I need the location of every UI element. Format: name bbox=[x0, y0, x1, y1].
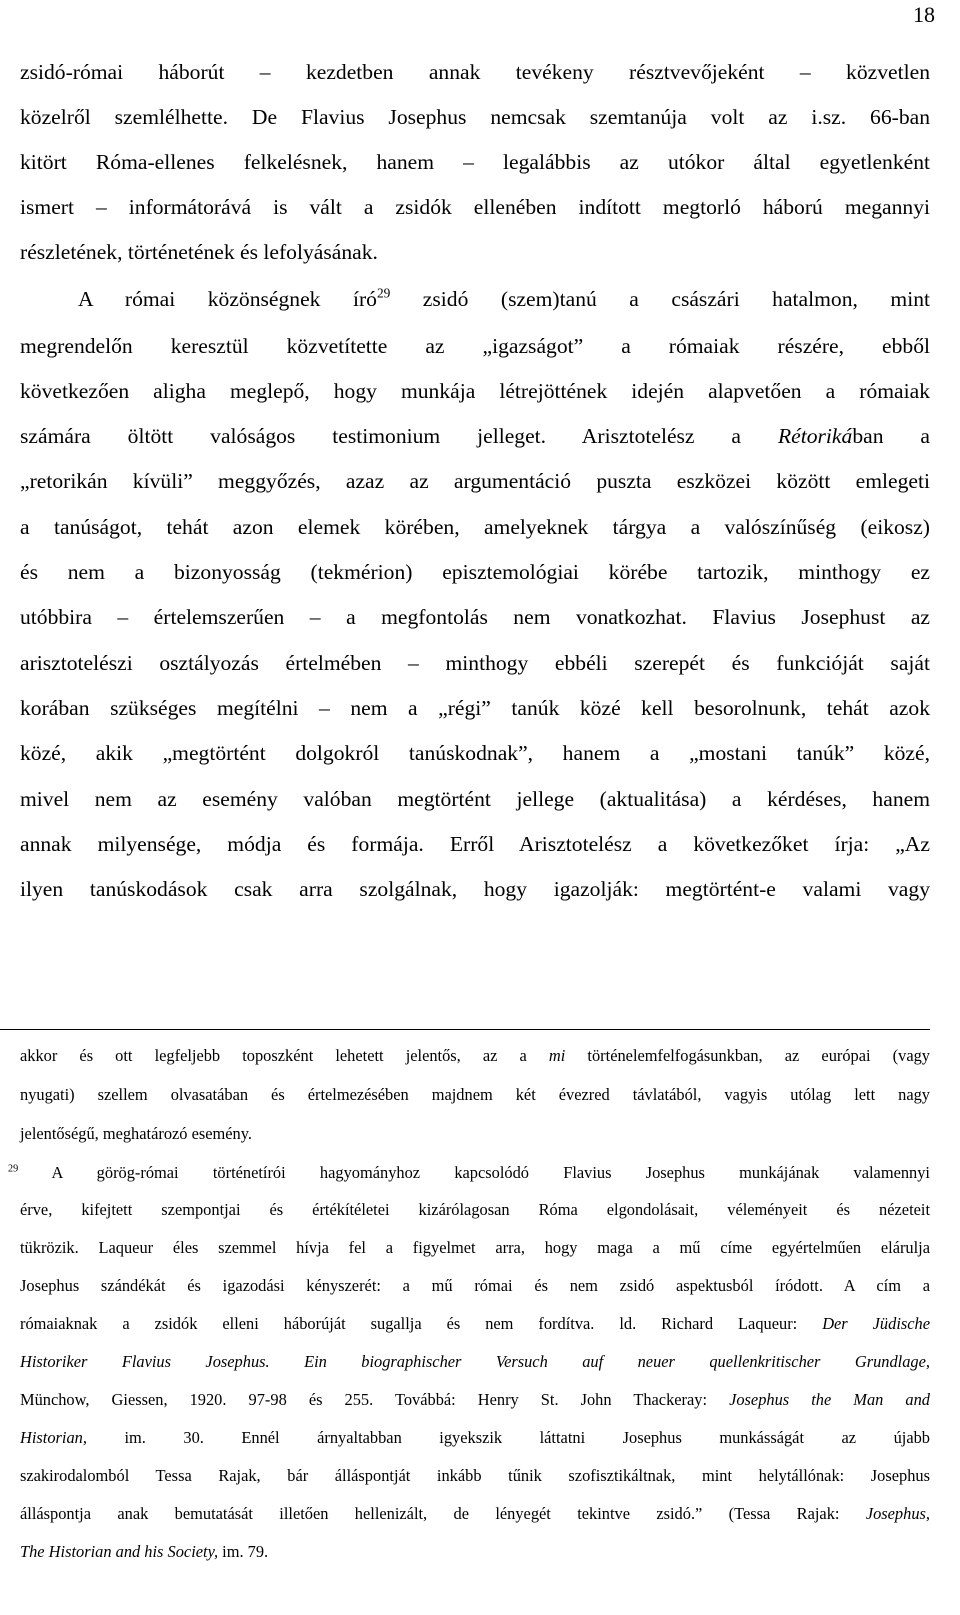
body-line: „retorikán kívüli” meggyőzés, azaz az argumentáció puszta eszközei között emlegeti bbox=[20, 469, 930, 493]
footnote-text-span: akkor és ott legfeljebb toposzként lehetett jelentős, az a bbox=[20, 1046, 549, 1065]
footnote-line: tükrözik. Laqueur éles szemmel hívja fel a figyelmet arra, hogy maga a mű címe egyértelműen elárulja bbox=[20, 1238, 930, 1257]
footnote-line bbox=[20, 1390, 930, 1410]
page-number: 18 bbox=[913, 2, 935, 27]
body-line: arisztotelészi osztályozás értelmében – minthogy ebbéli szerepét és funkcióját saját bbox=[20, 651, 930, 675]
body-line: ismert – informátorává is vált a zsidók ellenében indított megtorló háború megannyi bbox=[20, 195, 930, 219]
body-line: közé, akik „megtörtént dolgokról tanúskodnak”, hanem a „mostani tanúk” közé, bbox=[20, 741, 930, 765]
footnote-text-span: im. 30. Ennél árnyaltabban igyekszik láttatni Josephus munkásságát az újabb bbox=[86, 1428, 930, 1447]
footnote-italic: The Historian and his Society, bbox=[20, 1542, 219, 1561]
footnote-line: nyugati) szellem olvasatában és értelmezésében majdnem két évezred távlatából, vagyis utólag lett nagy bbox=[20, 1085, 930, 1104]
footnote-line: jelentőségű, meghatározó esemény. bbox=[20, 1124, 252, 1143]
footnote-italic: Historiker Flavius Josephus. Ein biographischer Versuch auf neuer quellenkritischer Grundlage, bbox=[20, 1352, 930, 1371]
footnote-text-span: rómaiaknak a zsidók elleni háborúját sugallja és nem fordítva. ld. Richard Laqueur: bbox=[20, 1314, 823, 1333]
body-line: megrendelőn keresztül közvetítette az „igazságot” a rómaiak részére, ebből bbox=[20, 334, 930, 358]
footnote-line bbox=[20, 1428, 930, 1448]
body-line: és nem a bizonyosság (tekmérion) episztemológiai körébe tartozik, minthogy ez bbox=[20, 560, 930, 584]
italic-title: Rétoriká bbox=[777, 424, 853, 448]
body-line: annak milyensége, módja és formája. Erről Arisztotelész a következőket írja: „Az bbox=[20, 832, 930, 856]
body-text-span: ban a bbox=[852, 424, 930, 448]
footnote-text-span: Münchow, Giessen, 1920. 97-98 és 255. Továbbá: Henry St. John Thackeray: bbox=[20, 1390, 730, 1409]
body-line: zsidó-római háborút – kezdetben annak tevékeny résztvevőjeként – közvetlen bbox=[20, 60, 930, 84]
footnote-line bbox=[20, 1352, 930, 1372]
footnote-text-span: A görög-római történetírói hagyományhoz kapcsolódó Flavius Josephus munkájának valamennyi bbox=[18, 1163, 930, 1182]
footnote-marker-29: 29 bbox=[8, 1163, 19, 1175]
body-text-span: zsidó (szem)tanú a császári hatalmon, mint bbox=[390, 287, 931, 311]
footnote-italic: Josephus, bbox=[865, 1504, 930, 1523]
body-line: kitört Róma-ellenes felkelésnek, hanem – legalábbis az utókor által egyetlenként bbox=[20, 150, 930, 174]
footnote-text-span: történelemfelfogásunkban, az európai (vagy bbox=[565, 1046, 930, 1065]
body-line: következően aligha meglepő, hogy munkája létrejöttének idején alapvetően a rómaiak bbox=[20, 379, 930, 403]
body-text-span: A római közönségnek író bbox=[78, 287, 377, 311]
body-line: a tanúságot, tehát azon elemek körében, amelyeknek tárgya a valószínűség (eikosz) bbox=[20, 515, 930, 539]
footnote-italic: Historian, bbox=[20, 1428, 87, 1447]
footnote-italic: Josephus the Man and bbox=[729, 1390, 930, 1409]
body-line: részletének, történetének és lefolyásának. bbox=[20, 240, 378, 264]
footnote-29-first-line bbox=[8, 1163, 930, 1183]
body-line: ilyen tanúskodások csak arra szolgálnak, hogy igazolják: megtörtént-e valami vagy bbox=[20, 877, 930, 901]
paragraph-first-line bbox=[78, 286, 930, 312]
footnote-ref-29[interactable]: 29 bbox=[376, 285, 391, 301]
body-line: közelről szemlélhette. De Flavius Josephus nemcsak szemtanúja volt az i.sz. 66-ban bbox=[20, 105, 930, 129]
footnote-line bbox=[20, 1314, 930, 1334]
footnote-line: Josephus szándékát és igazodási kényszerét: a mű római és nem zsidó aspektusból íródott. A cím a bbox=[20, 1276, 930, 1295]
body-line: korában szükséges megítélni – nem a „régi” tanúk közé kell besorolnunk, tehát azok bbox=[20, 696, 930, 720]
body-line bbox=[20, 423, 930, 449]
body-line: utóbbira – értelemszerűen – a megfontolás nem vonatkozhat. Flavius Josephust az bbox=[20, 605, 930, 629]
footnote-line: érve, kifejtett szempontjai és értékítéletei kizárólagosan Róma elgondolásait, véleményeit és nézeteit bbox=[20, 1200, 930, 1219]
footnote-line bbox=[20, 1504, 930, 1524]
footnote-line bbox=[20, 1046, 930, 1066]
footnote-text-span: im. 79. bbox=[218, 1542, 269, 1561]
footnote-italic: mi bbox=[548, 1046, 566, 1065]
body-text-span: számára öltött valóságos testimonium jelleget. Arisztotelész a bbox=[20, 424, 778, 448]
footnote-italic: Der Jüdische bbox=[822, 1314, 930, 1333]
footnote-line bbox=[20, 1542, 930, 1562]
footnote-text-span: álláspontja anak bemutatását illetően hellenizált, de lényegét tekintve zsidó.” (Tessa Rajak: bbox=[20, 1504, 866, 1523]
footnote-line: szakirodalomból Tessa Rajak, bár álláspontját inkább tűnik szofisztikáltnak, mint helytállónak: Josephus bbox=[20, 1466, 930, 1485]
body-line: mivel nem az esemény valóban megtörtént jellege (aktualitása) a kérdéses, hanem bbox=[20, 787, 930, 811]
footnote-separator bbox=[0, 1029, 930, 1030]
